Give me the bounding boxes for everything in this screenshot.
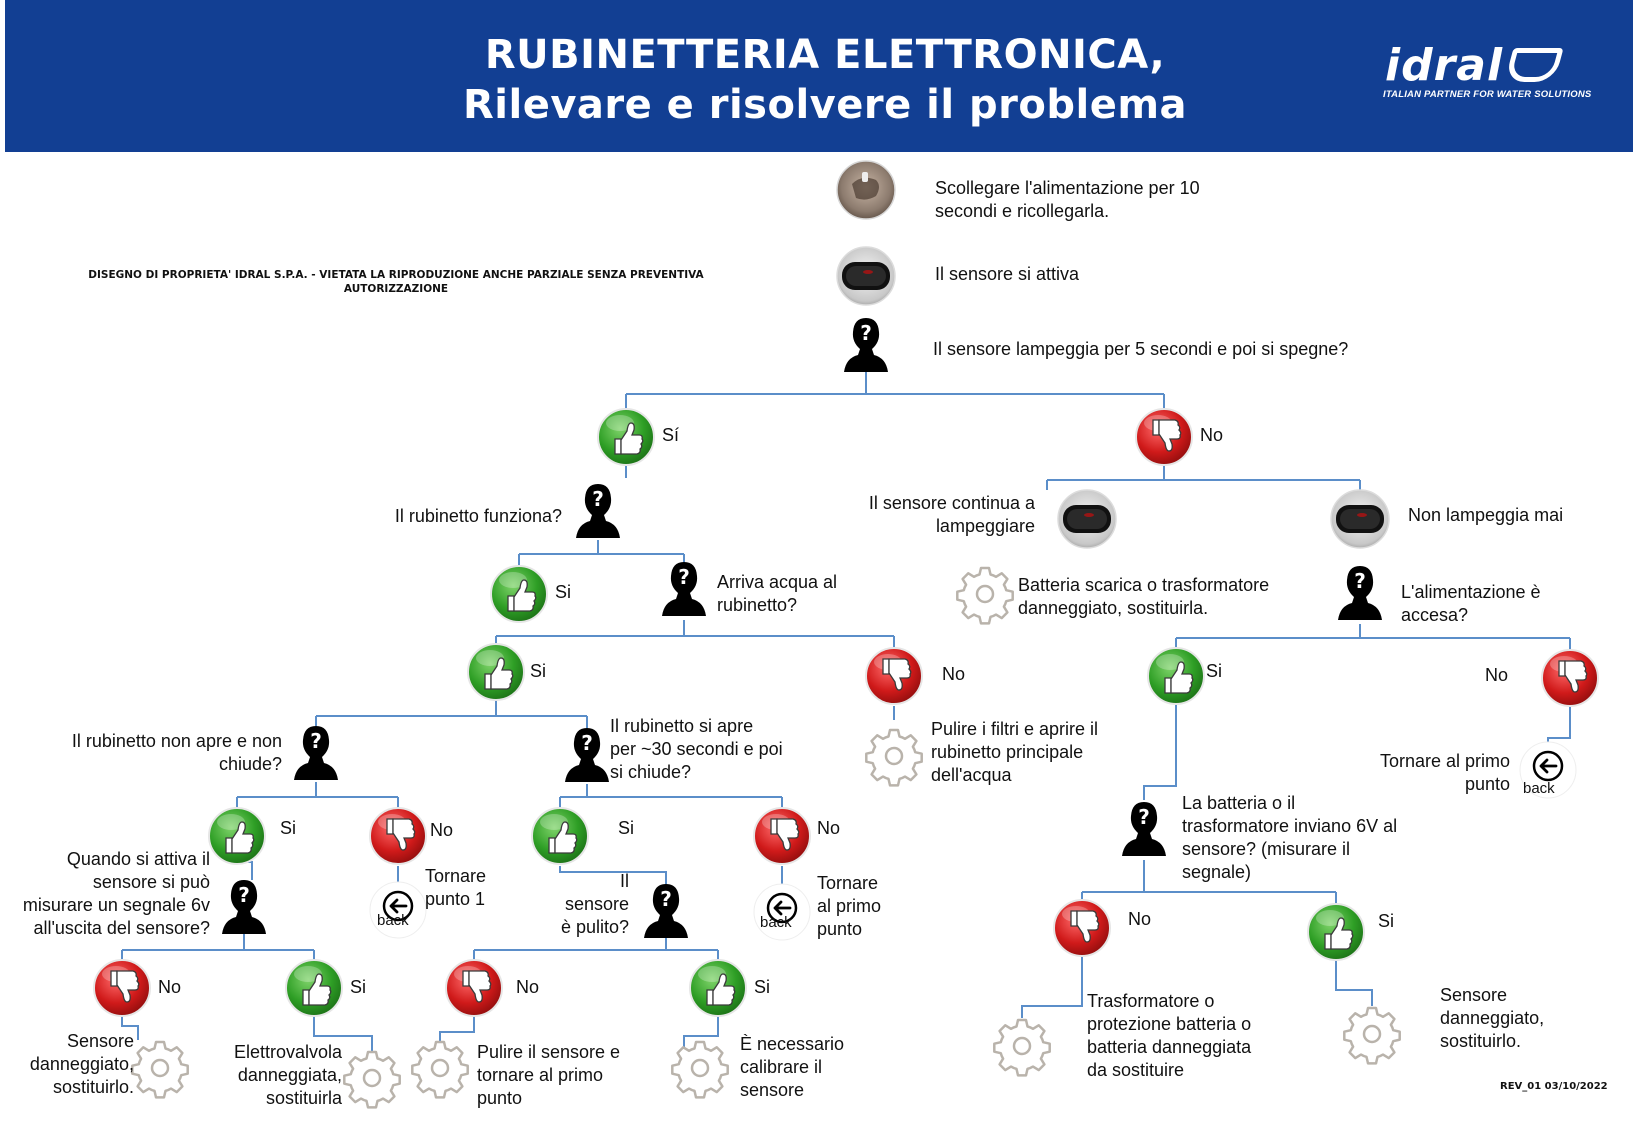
sensor-blinking-icon — [1058, 490, 1116, 548]
question-head-icon — [844, 318, 888, 372]
yes-label: Si — [350, 977, 367, 997]
gear-icon — [412, 1042, 467, 1097]
yes-label: Sí — [662, 425, 680, 445]
back-text: back — [377, 912, 409, 929]
yes-label: Si — [1378, 911, 1395, 931]
thumbs-up-icon — [532, 808, 588, 864]
sensor-icon — [837, 247, 895, 305]
unplug-hand-icon — [837, 161, 895, 219]
battery-low-text: Batteria scarica o trasformatore danneggiato, sostituirla. — [1018, 575, 1270, 618]
question-blink-text: Il sensore lampeggia per 5 secondi e poi si spegne? — [933, 339, 1349, 359]
logo-tagline: ITALIAN PARTNER FOR WATER SOLUTIONS — [1383, 89, 1592, 100]
thumbs-up-icon — [209, 808, 265, 864]
yes-label: Si — [618, 818, 635, 838]
thumbs-down-icon — [866, 648, 922, 704]
sensor-damaged-text: Sensore danneggiato, sostituirlo. — [29, 1031, 134, 1097]
thumbs-up-icon — [1148, 648, 1204, 704]
question-head-icon — [1122, 802, 1166, 856]
title-line-1: RUBINETTERIA ELETTRONICA, — [484, 32, 1166, 78]
question-head-icon — [565, 728, 609, 782]
title-line-2: Rilevare e risolvere il problema — [462, 82, 1187, 128]
step-sensor-on-text: Il sensore si attiva — [935, 264, 1080, 284]
valve-damaged-text: Elettrovalvola danneggiata, sostituirla — [233, 1042, 342, 1108]
thumbs-down-icon — [1542, 650, 1598, 706]
no-label: No — [1128, 909, 1152, 929]
no-label: No — [942, 664, 966, 684]
back-arrow-icon — [370, 882, 426, 938]
thumbs-up-icon — [1308, 904, 1364, 960]
copyright-disclaimer: DISEGNO DI PROPRIETA' IDRAL S.P.A. - VIETATA LA RIPRODUZIONE ANCHE PARZIALE SENZA PREVENTIVA AUTORIZZAZIONE — [88, 269, 704, 295]
question-head-icon — [644, 884, 688, 938]
transformer-text: Trasformatore o protezione batteria o batteria danneggiata da sostituire — [1087, 991, 1252, 1080]
question-clean-text: Il sensore è pulito? — [560, 871, 629, 937]
thumbs-down-icon — [1136, 409, 1192, 465]
no-label: No — [430, 820, 454, 840]
yes-label: Si — [1206, 661, 1223, 681]
back-point1-text: Tornare punto 1 — [425, 866, 487, 909]
question-opens-text: Il rubinetto si apre per ~30 secondi e poi si chiude? — [610, 716, 783, 782]
question-6v-text: La batteria o il trasformatore inviano 6V al sensore? (misurare il segnale) — [1182, 793, 1398, 882]
thumbs-up-icon — [286, 960, 342, 1016]
question-signal-text: Quando si attiva il sensore si può misurare un segnale 6v all'uscita del sensore? — [22, 849, 210, 938]
question-head-icon — [576, 484, 620, 538]
step-unplug-text: Scollegare l'alimentazione per 10 secondi e ricollegarla. — [935, 178, 1200, 221]
sensor-off-icon — [1331, 490, 1389, 548]
gear-icon — [132, 1042, 187, 1097]
yes-label: Si — [280, 818, 297, 838]
thumbs-down-icon — [446, 960, 502, 1016]
thumbs-up-icon — [468, 644, 524, 700]
yes-label: Si — [530, 661, 547, 681]
revision-label: REV_01 03/10/2022 — [1500, 1081, 1608, 1092]
question-head-icon — [1338, 566, 1382, 620]
question-head-icon — [222, 880, 266, 934]
no-label: No — [516, 977, 540, 997]
gear-icon — [344, 1052, 399, 1107]
thumbs-down-icon — [754, 808, 810, 864]
calibrate-sensor-text: È necessario calibrare il sensore — [740, 1034, 845, 1100]
thumbs-down-icon — [94, 960, 150, 1016]
thumbs-down-icon — [1054, 900, 1110, 956]
gear-icon — [672, 1042, 727, 1097]
no-label: No — [817, 818, 841, 838]
never-blinks-text: Non lampeggia mai — [1408, 505, 1564, 525]
question-water-text: Arriva acqua al rubinetto? — [717, 572, 838, 615]
clean-sensor-text: Pulire il sensore e tornare al primo punto — [477, 1042, 621, 1108]
gear-icon — [866, 730, 921, 785]
question-not-open-text: Il rubinetto non apre e non chiude? — [71, 731, 282, 774]
gear-icon — [1344, 1008, 1399, 1063]
back-text: back — [1523, 780, 1555, 797]
question-head-icon — [662, 562, 706, 616]
no-label: No — [1485, 665, 1509, 685]
thumbs-down-icon — [370, 808, 426, 864]
back-first-point-text: Tornare al primo punto — [1379, 751, 1510, 794]
gear-icon — [994, 1020, 1049, 1075]
question-head-icon — [294, 726, 338, 780]
thumbs-up-icon — [690, 960, 746, 1016]
thumbs-up-icon — [491, 566, 547, 622]
keeps-blinking-text: Il sensore continua a lampeggiare — [868, 493, 1035, 536]
yes-label: Si — [555, 582, 572, 602]
no-label: No — [1200, 425, 1224, 445]
back-first-point-text: Tornare al primo punto — [817, 873, 882, 939]
clean-filters-text: Pulire i filtri e aprire il rubinetto principale dell'acqua — [931, 719, 1099, 785]
back-text: back — [760, 914, 792, 931]
back-arrow-icon — [754, 884, 810, 940]
question-tap-works-text: Il rubinetto funziona? — [394, 506, 562, 526]
sensor-damaged-text: Sensore danneggiato, sostituirlo. — [1440, 985, 1545, 1051]
thumbs-up-icon — [598, 409, 654, 465]
yes-label: Si — [754, 977, 771, 997]
idral-logo: idral — [1385, 44, 1559, 88]
no-label: No — [158, 977, 182, 997]
gear-icon — [957, 568, 1012, 623]
question-power-on-text: L'alimentazione è accesa? — [1401, 582, 1541, 625]
